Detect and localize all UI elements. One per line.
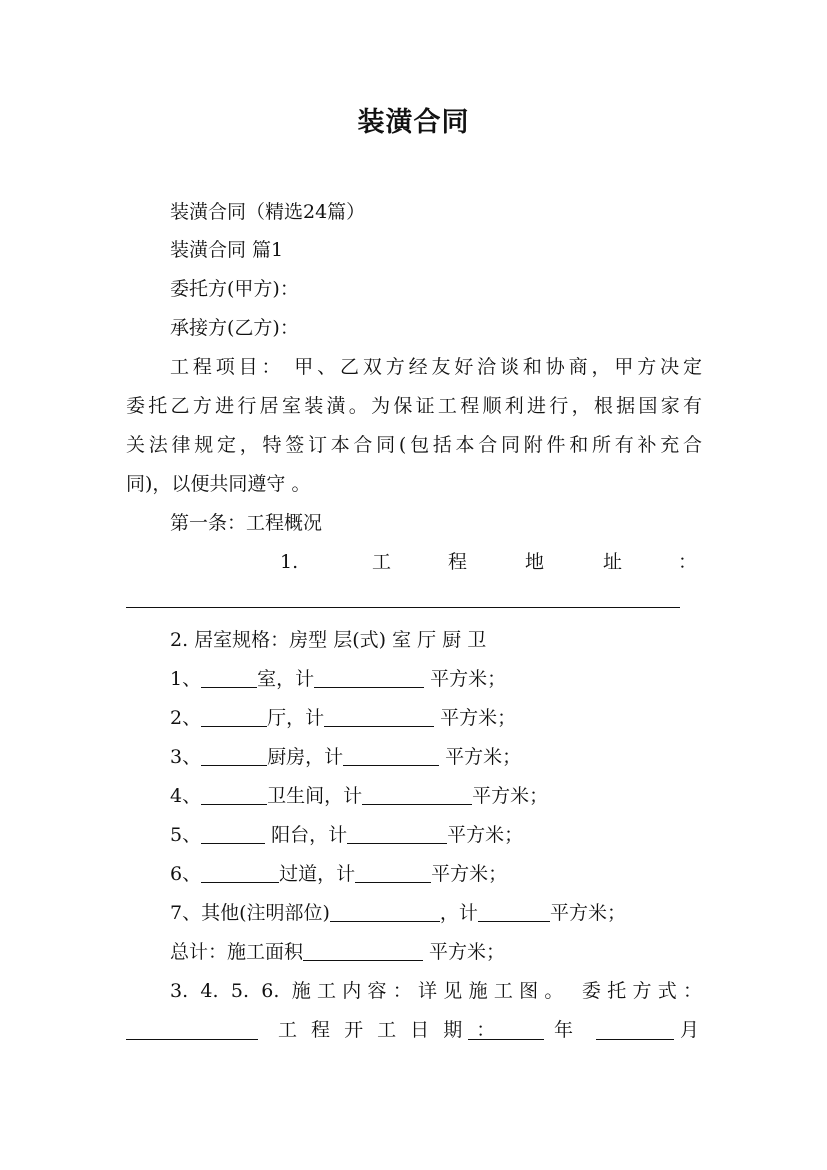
blank-field [314, 669, 424, 688]
paragraph-line: 同)，以便共同遵守 。 [126, 473, 311, 495]
row-unit: 平方米； [431, 863, 508, 885]
row-unit: 平方米； [549, 902, 626, 924]
row-unit: 平方米； [423, 941, 506, 963]
blank-field [324, 708, 434, 727]
total-area-row [170, 939, 702, 965]
party-a-line: 委托方(甲方)： [170, 278, 299, 300]
subtitle-line: 装潢合同（精选24篇） [170, 201, 366, 223]
row-label: 7、其他(注明部位) [170, 902, 330, 924]
blank-field [303, 942, 423, 961]
row-label: 2、 [170, 707, 202, 729]
blank-field [347, 825, 447, 844]
row-unit: 平方米； [434, 707, 517, 729]
row-label: 3、 [170, 746, 202, 768]
address-char: 程 [448, 551, 468, 573]
blank-field [330, 903, 440, 922]
room-row [170, 861, 702, 887]
blank-field [468, 1021, 544, 1040]
row-label: 1、 [170, 668, 202, 690]
blank-field [478, 903, 550, 922]
paragraph-line: 委托乙方进行居室装潢。为保证工程顺利进行，根据国家有 [126, 395, 702, 417]
page-title: 装潢合同 [357, 107, 470, 138]
paragraph-line: 工程项目： 甲、乙双方经友好洽谈和协商，甲方决定 [170, 356, 702, 378]
row-label: 厅，计 [267, 707, 325, 729]
party-b-line: 承接方(乙方)： [170, 317, 299, 339]
blank-field [126, 1021, 258, 1040]
row-label: 厨房，计 [267, 746, 344, 768]
room-row [170, 705, 702, 731]
paragraph-line: 关法律规定，特签订本合同(包括本合同附件和所有补充合 [126, 434, 702, 456]
row-label: 卫生间，计 [267, 785, 363, 807]
blank-field [355, 864, 431, 883]
blank-field [201, 864, 279, 883]
room-row [170, 666, 702, 692]
room-row [170, 900, 702, 926]
address-char: 工 [372, 551, 392, 573]
year-label: 年 [554, 1019, 574, 1041]
address-blank-rule [126, 607, 680, 608]
blank-field [596, 1021, 674, 1040]
article-heading: 第一条：工程概况 [170, 512, 323, 534]
room-row [170, 744, 702, 770]
room-row [170, 783, 702, 809]
row-label: 总计：施工面积 [170, 941, 304, 963]
row-label: 过道，计 [279, 863, 356, 885]
section-heading: 装潢合同 篇1 [170, 239, 284, 261]
row-label: 5、 [170, 824, 202, 846]
row-unit: 平方米； [447, 824, 524, 846]
month-label: 月 [680, 1019, 700, 1041]
start-date-label: 工 程 开 工 日 期 ： [278, 1019, 500, 1041]
blank-field [201, 708, 267, 727]
address-char: ： [678, 551, 698, 573]
row-label: 阳台，计 [265, 824, 348, 846]
work-content-line: 3. 4. 5. 6. 施工内容：详见施工图。 委托方式： [170, 980, 702, 1002]
address-char: 址 [603, 551, 623, 573]
blank-field [201, 786, 267, 805]
room-row [170, 822, 702, 848]
address-number: 1. [280, 551, 299, 573]
row-unit: 平方米； [472, 785, 549, 807]
blank-field [201, 747, 267, 766]
row-label: 室，计 [257, 668, 315, 690]
row-label: 4、 [170, 785, 202, 807]
blank-field [362, 786, 472, 805]
row-label: ，计 [439, 902, 478, 924]
row-unit: 平方米； [439, 746, 522, 768]
row-unit: 平方米； [424, 668, 507, 690]
blank-field [343, 747, 439, 766]
blank-field [201, 825, 265, 844]
address-char: 地 [525, 551, 545, 573]
room-spec-line: 2. 居室规格：房型 层(式) 室 厅 厨 卫 [170, 629, 487, 651]
blank-field [201, 669, 257, 688]
row-label: 6、 [170, 863, 202, 885]
